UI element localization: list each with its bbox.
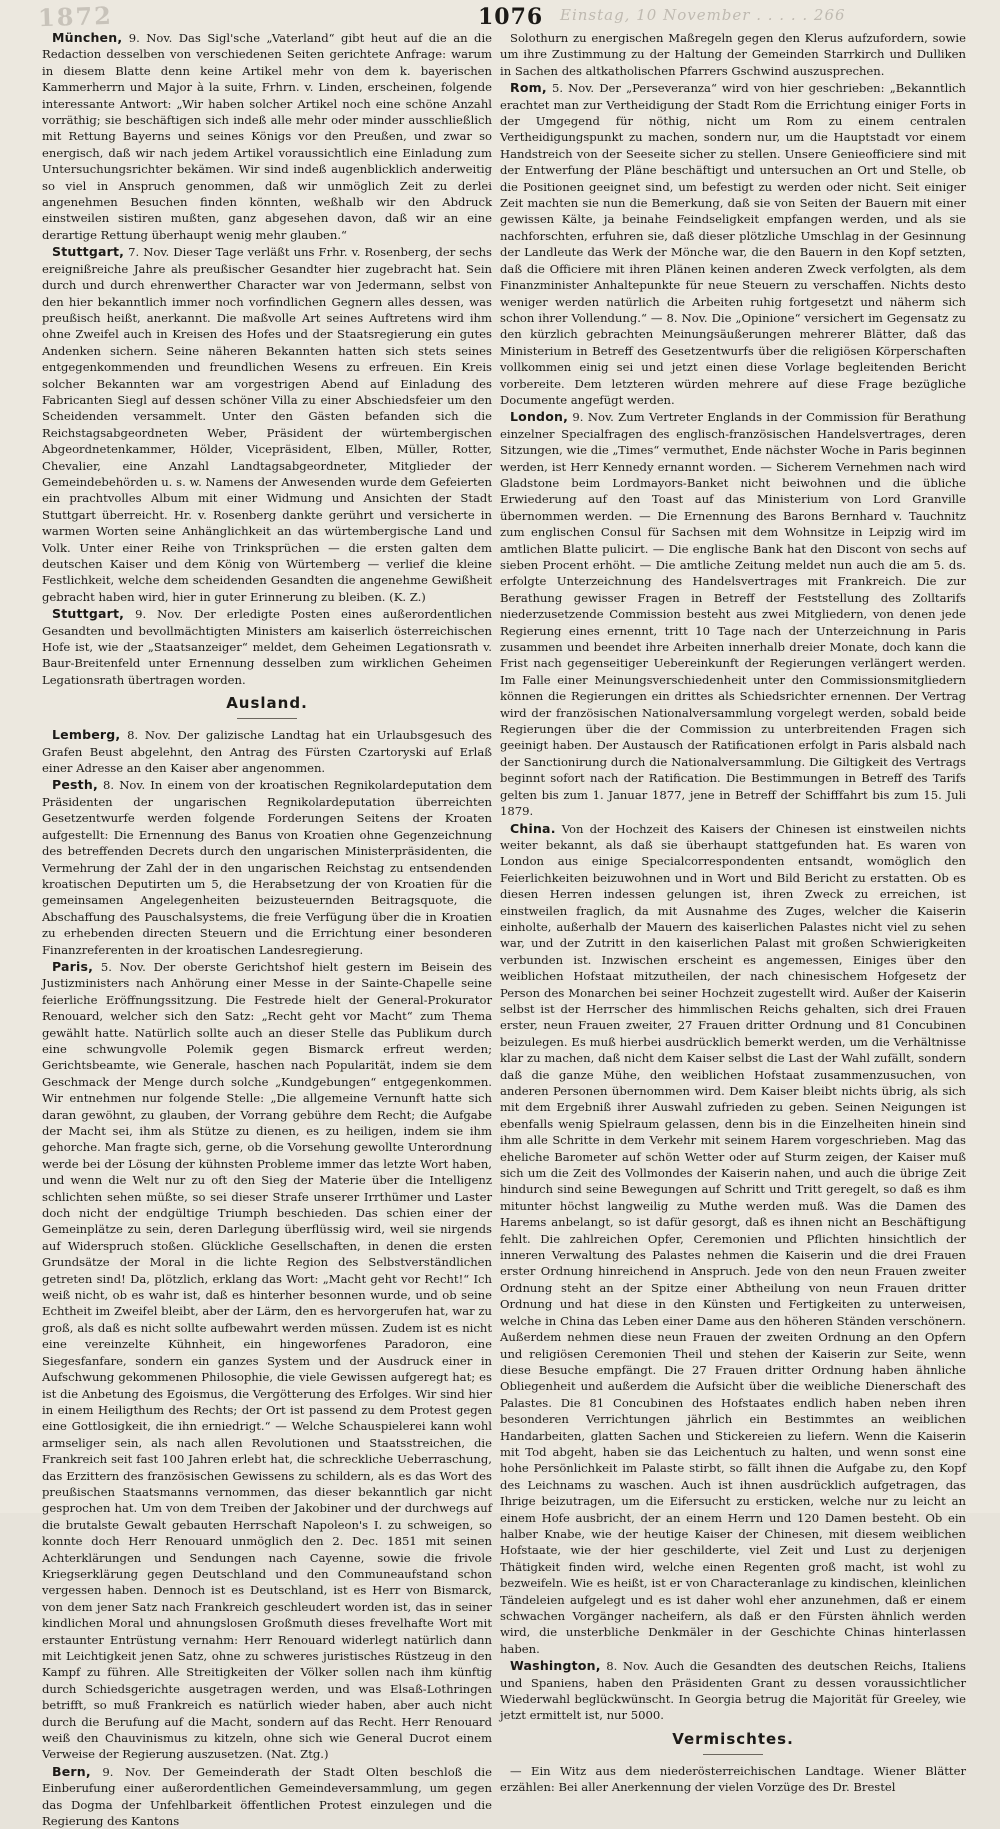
article-text: 5. Nov. Der oberste Gerichtshof hielt gestern im Beisein des Justizministers nach Anhörung einer Messe in der Sainte-Chapelle seine feierliche Eröffnungssitzung. Die Festrede hielt der General-Prokurator Renouard, welcher sich den Satz: „Recht geht vor Macht“ zum Thema gewählt hatte. Natürlich sollte auch an dieser Stelle das Publikum durch eine schwungvolle Polemik gegen Bismarck erfreut werden; Gerichtsbeamte, wie Generale, haschen nach Popularität, indem sie dem Geschmack der Menge durch solche „Kundgebungen“ entgegenkommen. Wir entnehmen nur folgende Stelle: „Die allgemeine Vernunft hatte sich daran gewöhnt, zu glauben, der Vorrang gebühre dem Recht; die Aufgabe der Macht sei, ihm als Stütze zu dienen, es zu heiligen, indem sie ihm gehorche. Man fragte sich, gerne, ob die Vorsehung gewollte Unterordnung werde bei der Lösung der kühnsten Probleme immer das letzte Wort haben, und wenn die Welt nur zu oft den Sieg der Materie über die Intelligenz schlichten sehen müßte, so sei dieser Strafe unserer Irrthümer und Laster doch nicht der endgültige Triumph beschieden. Das schien einer der Gemeinplätze zu sein, deren Darlegung überflüssig wird, weil sie nirgends auf Widerspruch stoßen. Glückliche Gesellschaften, in denen die ersten Grundsätze der Moral in die lichte Region des Selbstverständlichen getreten sind! Da, plötzlich, erklang das Wort: „Macht geht vor Recht!“ Ich weiß nicht, ob es wahr ist, daß es hinterher besonnen wurde, und ob seine Echtheit im Zweifel bleibt, aber der Lärm, den es hervorgerufen hat, war zu groß, als daß es nicht sollte aufbewahrt werden müssen. Zudem ist es nicht eine vereinzelte Kühnheit, ein hingeworfenes Paradoron, eine Siegesfanfare, sondern ein ganzes System und der Ausdruck einer in Aufschwung gekommenen Philosophie, die viele Gewissen aufgeregt hat; es ist die Anbetung des Egoismus, die Vergötterung des Erfolges. Wir sind hier in einem Heiligthum des Rechts; der Ort ist passend zu dem Protest gegen eine Gottlosigkeit, die ihn erniedrigt.“ — Welche Schauspielerei kann wohl armseliger sein, als nach allen Revolutionen und Staatsstreichen, die Frankreich seit fast 100 Jahren erlebt hat, die schreckliche Ueberraschung, das Erzittern des französischen Gewissens zu schildern, als es das Wort des preußischen Staatsmanns vernommen, das dieser bekanntlich gar nicht gesprochen hat. Um von dem Treiben der Jakobiner und der durchwegs auf die brutalste Gewalt gebauten Herrschaft Napoleon's I. zu schweigen, so konnte doch Herr Renouard unmöglich den 2. Dec. 1851 mit seinen Achterklärungen und Sendungen nach Cayenne, sowie die frivole Kriegserklärung gegen Deutschland und den Communeaufstand schon vergessen haben. Dennoch ist es Deutschland, ist es Herr von Bismarck, von dem jener Satz nach Frankreich geschleudert worden ist, das in seiner kindlichen Moral und ahnungslosen Großmuth dieses frevelhafte Wort mit erstaunter Entrüstung vernahm: Herr Renouard widerlegt natürlich dann mit Leichtigkeit jenen Satz, ohne zu schweres juristisches Rüstzeug in den Kampf zu führen. Alle Streitigkeiten der Völker sollen nach ihm künftig durch Schiedsgerichte ausgetragen werden, und was Elsaß-Lothringen betrifft, so muß Frankreich es natürlich wieder haben, aber auch nicht durch die Berufung auf die Macht, sondern auf das Recht. Herr Renouard weiß den Chauvinismus zu kitzeln, ohne sich wie General Ducrot einem Verweise der Regierung auszusetzen. (Nat. Ztg.) <box>42 959 493 1762</box>
article-entry <box>500 30 966 79</box>
article-entry <box>500 1763 966 1796</box>
article-text: Von der Hochzeit des Kaisers der Chinesen ist einstweilen nichts weiter bekannt, als daß sie überhaupt stattgefunden hat. Es waren von London aus einige Specialcorrespondenten entsandt, womöglich den Feierlichkeiten beizuwohnen und in Wort und Bild Bericht zu erstatten. Ob es diesen Herren indessen gelungen ist, ihren Zweck zu erreichen, ist einstweilen fraglich, da mit Ausnahme des Zuges, welcher die Kaiserin einholte, außerhalb der Mauern des kaiserlichen Palastes nicht viel zu sehen war, und der Zutritt in den kaiserlichen Palast mit großen Schwierigkeiten verbunden ist. Inzwischen erscheint es angemessen, Einiges über den weiblichen Hofstaat mitzutheilen, der nach chinesischem Hofgesetz der Person des Monarchen bei seiner Hochzeit zugestellt wird. Außer der Kaiserin selbst ist der Herrscher des himmlischen Reichs gehalten, sich drei Frauen erster, neun Frauen zweiter, 27 Frauen dritter Ordnung und 81 Concubinen beizulegen. Es muß hierbei ausdrücklich bemerkt werden, um die Verhältnisse klar zu machen, daß nicht dem Kaiser selbst die Last der Wahl zufällt, sondern daß die ganze Mühe, den weiblichen Hofstaat zusammenzusuchen, von anderen Personen übernommen wird. Dem Kaiser bleibt nichts übrig, als sich mit dem Ergebniß ihrer Auswahl zufrieden zu geben. Seinen Neigungen ist ebenfalls wenig Spielraum gelassen, denn bis in die Einzelheiten hinein sind ihm alle Schritte in dem Verkehr mit seinem Harem vorgeschrieben. Mag das eheliche Barometer auf schön Wetter oder auf Sturm zeigen, der Kaiser muß sich um die Zeit des Vollmondes der Kaiserin nahen, und auch die übrige Zeit hindurch sind seine Bewegungen auf Schritt und Tritt geregelt, so daß es ihm mitunter höchst langweilig zu Muthe werden muß. Was die Damen des Harems anbelangt, so ist dafür gesorgt, daß es ihnen nicht an Beschäftigung fehlt. Die zahlreichen Opfer, Ceremonien und Pflichten hinsichtlich der inneren Verwaltung des Palastes nehmen die Kaiserin und die drei Frauen erster Ordnung hinreichend in Anspruch. Jede von den neun Frauen zweiter Ordnung steht an der Spitze einer Abtheilung von neun Frauen dritter Ordnung und hat diese in den Künsten und Fertigkeiten zu unterweisen, welche in China das Leben einer Dame aus den höheren Ständen verschönern. Außerdem nehmen diese neun Frauen der zweiten Ordnung an den Opfern und religiösen Ceremonien Theil und stehen der Kaiserin zur Seite, wenn diese Besuche empfängt. Die 27 Frauen dritter Ordnung haben ähnliche Obliegenheit und außerdem die Aufsicht über die weibliche Dienerschaft des Palastes. Die 81 Concubinen des Hofstaates endlich haben neben ihren besonderen Verrichtungen jährlich ein Bestimmtes an weiblichen Handarbeiten, glatten Sachen und Stickereien zu liefern. Wenn die Kaiserin mit Tod abgeht, haben sie das Leichentuch zu halten, und wenn sonst eine hohe Persönlichkeit im Palaste stirbt, so fällt ihnen die Aufgabe zu, den Kopf des Leichnams zu waschen. Auch ist ihnen ausdrücklich aufgetragen, das Ihrige beizutragen, um die Eifersucht zu ersticken, welche nur zu leicht an einem Hofe ausbricht, der an einem Herrn und 120 Damen besteht. Ob ein halber Knabe, wie der heutige Kaiser der Chinesen, mit diesem weiblichen Hofstaate, wie der hier geschilderte, viel Zeit und Lust zu derjenigen Thätigkeit finden wird, welche einen Regenten groß macht, ist wohl zu bezweifeln. Wie es heißt, ist er von Characteranlage zu kindischen, kleinlichen Tändeleien aufgelegt und es ist daher wohl eher anzunehmen, daß er einem schwachen Vorgänger nacheifern, als daß er den Fürsten ähnlich werden wird, die unsterbliche Denkmäler in der Geschichte Chinas hinterlassen haben. <box>500 821 966 1656</box>
dateline-place: München, <box>52 30 123 45</box>
article-entry <box>42 1764 492 1829</box>
article-entry <box>42 606 492 688</box>
article-text: 8. Nov. In einem von der kroatischen Regnikolardeputation dem Präsidenten der ungarischen Regnikolardeputation überreichten Gesetzentwurfe werden folgende Forderungen Seitens der Kroaten aufgestellt: Die Ernennung des Banus von Kroatien ohne Gegenzeichnung des betreffenden Decrets durch den ungarischen Ministerpräsidenten, die Vermehrung der Zahl der in den ungarischen Reichstag zu entsendenden kroatischen Deputirten um 5, die Herabsetzung der von Kroatien für die gemeinsamen Angelegenheiten beizusteuernden Beitragsquote, die Abschaffung des Pauschalsystems, die freie Verfügung über die in Kroatien zu erhebenden directen Steuern und die Errichtung einer besonderen Finanzreferenten in der kroatischen Landesregierung. <box>42 778 492 957</box>
dateline-place: Rom, <box>510 80 547 96</box>
dateline-place: Stuttgart, <box>52 606 125 622</box>
section-rule <box>703 1754 763 1755</box>
article-text: 9. Nov. Zum Vertreter Englands in der Commission für Berathung einzelner Specialfragen des englisch-französischen Handelsvertrages, deren Sitzungen, wie die „Times“ vermuthet, Ende nächster Woche in Paris beginnen werden, ist Herr Kennedy ernannt worden. — Sicherem Vernehmen nach wird Gladstone beim Lordmayors-Banket nicht beiwohnen und die übliche Erwiederung auf den Toast auf das Ministerium von Lord Granville übernommen werden. — Die Ernennung des Barons Bernhard v. Tauchnitz zum englischen Consul für Sachsen mit dem Wohnsitze in Leipzig wird im amtlichen Blatte pulicirt. — Die englische Bank hat den Discont von sechs auf sieben Procent erhöht. — Die amtliche Zeitung meldet nun auch die am 5. ds. erfolgte Unterzeichnung des Handelsvertrages mit Frankreich. Die zur Berathung gewisser Fragen in Betreff der Feststellung des Zolltarifs niederzusetzende Commission besteht aus zwei Mitgliedern, von denen jede Regierung eines ernennt, tritt 10 Tage nach der Unterzeichnung in Paris zusammen und beendet ihre Arbeiten innerhalb dreier Monate, doch kann die Frist nach gegenseitiger Uebereinkunft der Regierungen verlängert werden. Im Falle einer Meinungsverschiedenheit unter den Commissionsmitgliedern können die Regierungen ein drittes als Schiedsrichter ernennen. Der Vertrag wird der französischen Nationalversammlung vorgelegt werden, sobald beide Regierungen über die der Commission zu unterbreitenden Fragen sich geeinigt haben. Der Austausch der Ratificationen erfolgt in Paris alsbald nach der Sanctionirung durch die Nationalversammlung. Die Giltigkeit des Vertrags beginnt sofort nach der Ratification. Die Bestimmungen in Betreff des Tarifs gelten bis zum 1. Januar 1877, jene in Betreff der Schifffahrt bis zum 15. Juli 1879. <box>500 410 967 819</box>
dateline-place: Bern, <box>52 1763 91 1779</box>
section-rule <box>237 718 297 719</box>
article-text: 8. Nov. Der galizische Landtag hat ein Urlaubsgesuch des Grafen Beust abgelehnt, den Antrag des Fürsten Czartoryski auf Erlaß einer Adresse an den Kaiser aber angenommen. <box>42 728 492 776</box>
article-entry <box>500 821 966 1658</box>
page-number: 1076 <box>478 4 544 30</box>
text-columns <box>42 30 967 1829</box>
dateline-place: China. <box>510 820 556 836</box>
article-entry <box>500 409 966 819</box>
bleed-through-header: Einstag, 10 November . . . . . 266 <box>560 6 846 24</box>
dateline-place: Lemberg, <box>52 727 121 743</box>
article-text: 7. Nov. Dieser Tage verläßt uns Frhr. v. Rosenberg, der sechs ereignißreiche Jahre als preußischer Gesandter hier zugebracht hat. Sein durch und durch ehrenwerther Character war von Jedermann, selbst von den hier bekanntlich immer noch vorfindlichen Gegnern alles dessen, was preußisch heißt, anerkannt. Die maßvolle Art seines Auftretens wird ihm ohne Zweifel auch in Kreisen des Hofes und der Staatsregierung ein gutes Andenken sichern. Seine näheren Bekannten hatten sich stets seines entgegenkommenden und freundlichen Wesens zu erfreuen. Ein Kreis solcher Bekannten war am vorgestrigen Abend auf Einladung des Fabricanten Siegl auf dessen schöner Villa zu einer Abschiedsfeier um den Scheidenden versammelt. Unter den Gästen befanden sich die Reichstagsabgeordneten Weber, Präsident der würtembergischen Abgeordnetenkammer, Hölder, Vicepräsident, Elben, Müller, Rotter, Chevalier, eine Anzahl Landtagsabgeordneter, Mitglieder der Gemeindebehörden u. s. w. Namens der Anwesenden wurde dem Gefeierten ein prachtvolles Album mit einer Widmung und Ansichten der Stadt Stuttgart überreicht. Hr. v. Rosenberg dankte gerührt und versicherte in warmen Worten seine Anhänglichkeit an das würtembergische Land und Volk. Unter einer Reihe von Trinksprüchen — die ersten galten dem deutschen Kaiser und dem König von Würtemberg — verlief die kleine Festlichkeit, welche dem scheidenden Gesandten die angenehme Gewißheit gebracht haben wird, hier in guter Erinnerung zu bleiben. (K. Z.) <box>42 245 492 604</box>
article-text: — Ein Witz aus dem niederösterreichischen Landtage. Wiener Blätter erzählen: Bei aller Anerkennung der vielen Vorzüge des Dr. Brestel <box>500 1763 966 1795</box>
dateline-place: Washington, <box>510 1658 601 1674</box>
dateline-place: Stuttgart, <box>52 244 125 260</box>
article-text: 9. Nov. Das Sigl'sche „Vaterland“ gibt heut auf die an die Redaction desselben von verschiedenen Seiten gerichtete Anfrage: warum in diesem Blatte denn keine Artikel mehr von dem k. bayerischen Kammerherrn und Major à la suite, Frhrn. v. Linden, erscheinen, folgende interessante Antwort: „Wir haben solcher Artikel noch eine schöne Anzahl vorräthig; sie beschäftigen sich indeß alle mehr oder minder ausschließlich mit Rettung Bayerns und seines Königs vor den Preußen, und zwar so energisch, daß wir nach jedem Artikel voraussichtlich eine Einladung zum Untersuchungsrichter bekämen. Wir sind indeß augenblicklich anderweitig so viel in Anspruch genommen, daß wir unmöglich Zeit zu derlei angenehmen Besuchen finden könnten, weßhalb wir den Abdruck einstweilen sistiren mußten, ganz abgesehen davon, daß wir an eine derartige Rettung überhaupt wenig mehr glauben.“ <box>42 31 493 242</box>
article-text: 5. Nov. Der „Perseveranza“ wird von hier geschrieben: „Bekanntlich erachtet man zur Vertheidigung der Stadt Rom die Errichtung einiger Forts in der Umgegend für nöthig, nicht um Rom zu einem centralen Vertheidigungspunkt zu machen, sondern nur, um die Hauptstadt vor einem Handstreich von der Seeseite sicher zu stellen. Unsere Genieofficiere sind mit der Entwerfung der Pläne beschäftigt und untersuchen an Ort und Stelle, ob die Positionen geeignet sind, um befestigt zu werden oder nicht. Seit einiger Zeit machten sie nun die Bemerkung, daß sie von Seiten der Bauern mit einer gewissen Kälte, ja beinahe Feindseligkeit empfangen werden, und als sie nachforschten, erfuhren sie, daß dieser plötzliche Umschlag in der Gesinnung der Landleute das Werk der Mönche war, die den Bauern in den Kopf setzten, daß die Officiere mit ihren Plänen keinen anderen Zweck verfolgten, als dem Finanzminister Anhaltepunkte für neue Steuern zu verschaffen. Nichts desto weniger werden natürlich die Arbeiten ruhig fortgesetzt und näherm sich schon ihrer Vollendung.“ — 8. Nov. Die „Opinione“ versichert im Gegensatz zu den kürzlich gebrachten Meinungsäußerungen mehrerer Blätter, daß das Ministerium in Betreff des Gesetzentwurfs über die religiösen Körperschaften vollkommen einig sei und jetzt einen diese Vorlage begleitenden Bericht vorbereite. Dem letzteren würden mehrere auf diese Frage bezügliche Documente angefügt werden. <box>500 81 966 407</box>
article-text: 9. Nov. Der Gemeinderath der Stadt Olten beschloß die Einberufung einer außerordentlichen Gemeindeversammlung, um gegen das Dogma der Unfehlbarkeit öffentlichen Protest einzulegen und die Regierung des Kantons <box>42 1764 492 1829</box>
section-heading: Vermischtes. <box>672 1729 794 1748</box>
article-entry <box>42 244 492 605</box>
dateline-place: Paris, <box>52 958 94 974</box>
bleed-through-year: 1872 <box>37 0 114 33</box>
article-text: 8. Nov. Auch die Gesandten des deutschen Reichs, Italiens und Spaniens, haben den Präsidenten Grant zu dessen voraussichtlicher Wiederwahl beglückwünscht. In Georgia betrug die Majorität für Greeley, wie jetzt ermittelt ist, nur 5000. <box>500 1659 967 1723</box>
section-heading: Ausland. <box>226 694 308 713</box>
article-text: 9. Nov. Der erledigte Posten eines außerordentlichen Gesandten und bevollmächtigten Ministers am kaiserlich österreichischen Hofe ist, wie der „Staatsanzeiger“ meldet, dem Geheimen Legationsrath v. Baur-Breitenfeld unter Ernennung desselben zum wirklichen Geheimen Legationsrath übertragen worden. <box>42 607 493 687</box>
article-entry <box>42 727 492 776</box>
article-entry <box>42 777 492 957</box>
right-column <box>500 30 967 1795</box>
article-entry <box>42 30 492 243</box>
article-entry <box>500 80 966 408</box>
dateline-place: Pesth, <box>52 777 98 793</box>
left-column <box>42 30 493 1829</box>
article-text: Solothurn zu energischen Maßregeln gegen den Klerus aufzufordern, sowie um ihre Zustimmung zu der Haltung der Gemeinden Starrkirch und Dulliken in Sachen des altkatholischen Pfarrers Gschwind auszusprechen. <box>500 31 966 78</box>
dateline-place: London, <box>510 409 569 425</box>
article-entry <box>42 959 492 1763</box>
article-entry <box>500 1658 966 1724</box>
